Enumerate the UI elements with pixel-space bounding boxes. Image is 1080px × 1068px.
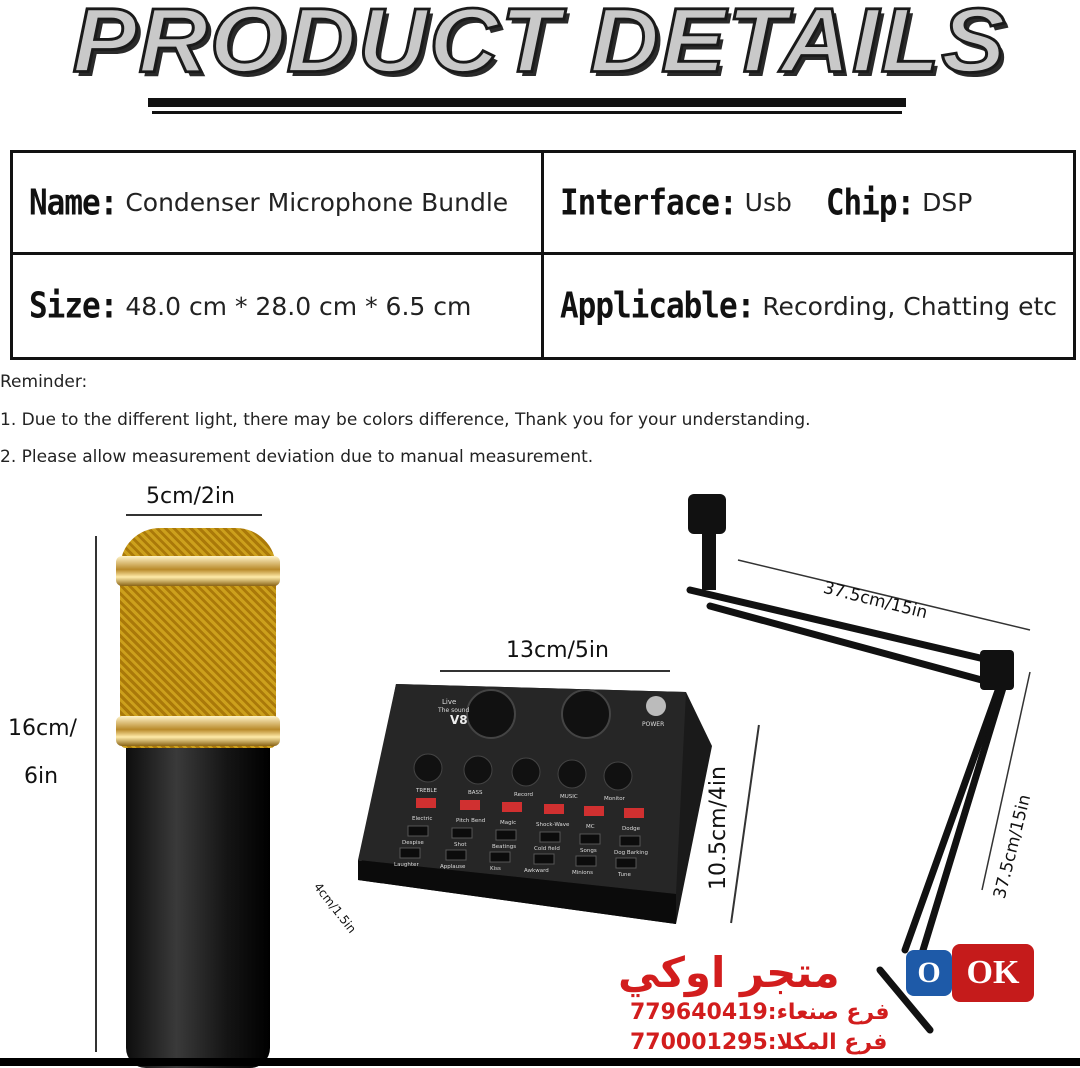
button-label: Beatings	[492, 844, 517, 850]
knob-label: Record	[514, 792, 534, 798]
button-label: Shock-Wave	[536, 822, 570, 828]
button-label: Kiss	[490, 866, 501, 872]
spec-value: Usb	[744, 188, 792, 217]
title-underline	[148, 98, 906, 107]
button-label: Minions	[572, 870, 594, 876]
mixer-width-label: 13cm/5in	[506, 638, 609, 663]
spec-table	[10, 150, 1076, 360]
spec-interface-cell	[544, 153, 1076, 255]
spec-name-cell	[13, 153, 544, 255]
mixer-width-line	[440, 670, 670, 672]
spec-size-cell	[13, 255, 544, 357]
spec-value: Condenser Microphone Bundle	[125, 188, 509, 217]
button-label: Laughter	[394, 862, 419, 868]
page-title: PRODUCT DETAILS	[72, 0, 1008, 92]
spec-key: Chip:	[825, 181, 915, 224]
reminder-title: Reminder:	[0, 372, 88, 392]
logo-ok: OK	[952, 944, 1034, 1002]
mic-width-line	[126, 514, 262, 516]
branch-sanaa: فرع صنعاء:779640419	[630, 1000, 890, 1025]
sound-card-mixer-image	[356, 684, 716, 924]
button-label: MC	[586, 824, 595, 830]
mic-body	[126, 748, 270, 1068]
mic-width-label: 5cm/2in	[146, 484, 235, 509]
spec-value: Recording, Chatting etc	[762, 291, 1058, 321]
spec-key: Interface:	[560, 181, 737, 224]
mixer-model: V8	[450, 713, 468, 727]
arm-top-label: 37.5cm/15in	[821, 578, 930, 624]
bottom-bar	[0, 1058, 1080, 1066]
title-underline-thin	[152, 111, 902, 114]
logo-o: O	[906, 950, 952, 996]
mixer-power-label: POWER	[642, 721, 665, 728]
spec-key: Name:	[29, 181, 118, 224]
mixer-depth-label: 4cm/1.5in	[310, 880, 359, 936]
spec-key: Size:	[29, 285, 118, 327]
store-name: متجر اوكي	[618, 948, 840, 997]
spec-key: Applicable:	[560, 285, 755, 327]
button-label: Pitch Bend	[456, 818, 486, 824]
knob-label: Monitor	[604, 796, 625, 802]
button-label: Cold field	[534, 846, 560, 852]
knob-label: MUSIC	[560, 794, 578, 800]
button-label: Shot	[454, 842, 467, 848]
reminder-item-1: 1. Due to the different light, there may be colors difference, Thank you for your understanding.	[0, 410, 811, 430]
mic-height-label: 16cm/	[8, 716, 77, 741]
branch-mukalla: فرع المكلا:770001295	[630, 1030, 888, 1055]
button-label: Despise	[402, 840, 424, 846]
mic-height-line	[95, 536, 97, 1052]
condenser-microphone-image	[120, 528, 276, 1068]
mic-height-label-unit: 6in	[24, 764, 59, 789]
knob-label: TREBLE	[416, 788, 437, 794]
reminder-item-2: 2. Please allow measurement deviation due to manual measurement.	[0, 447, 594, 467]
store-ok-logo	[906, 944, 1034, 1002]
button-label: Electric	[412, 816, 433, 822]
spec-applicable-cell	[544, 255, 1076, 357]
button-label: Dodge	[622, 826, 640, 832]
spec-value: DSP	[922, 188, 973, 217]
mixer-brand-1: Live	[442, 698, 457, 706]
spec-value: 48.0 cm * 28.0 cm * 6.5 cm	[125, 291, 472, 321]
button-label: Applause	[440, 864, 466, 870]
button-label: Awkward	[524, 868, 549, 874]
knob-label: BASS	[468, 790, 483, 796]
arm-side-label: 37.5cm/15in	[990, 792, 1036, 901]
mixer-brand-2: The sound	[438, 707, 470, 714]
mic-ring-top	[116, 556, 280, 586]
mixer-height-label: 10.5cm/4in	[706, 766, 731, 890]
button-label: Songs	[580, 848, 597, 854]
button-label: Magic	[500, 820, 517, 826]
button-label: Dog Barking	[614, 850, 648, 856]
button-label: Tune	[618, 872, 631, 878]
mic-ring-bottom	[116, 716, 280, 746]
